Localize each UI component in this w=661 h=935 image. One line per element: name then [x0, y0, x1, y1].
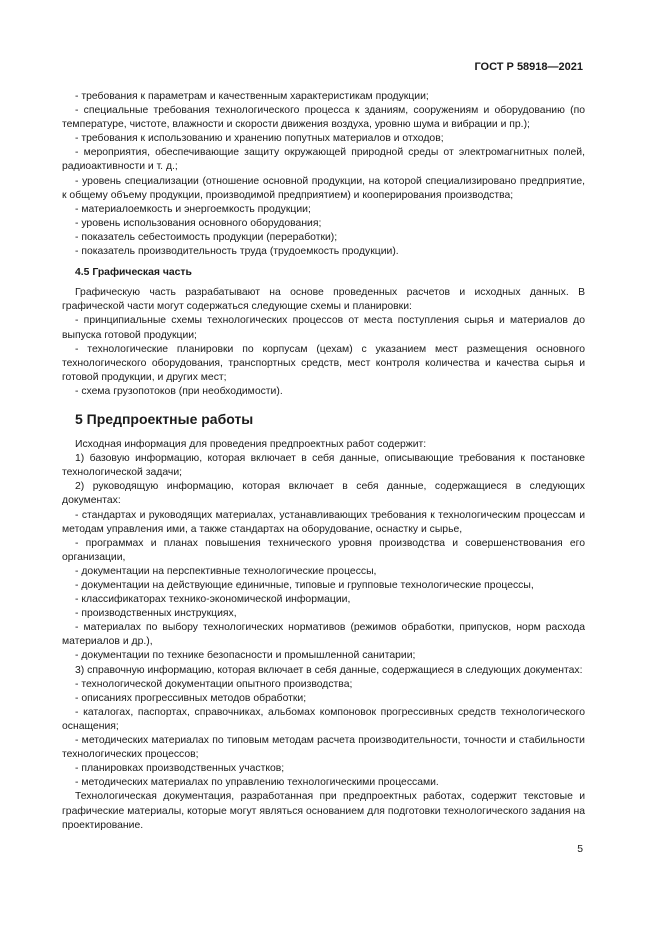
page-body	[62, 90, 585, 833]
paragraph: - показатель производительность труда (трудоемкость продукции).	[75, 246, 399, 258]
paragraph: Графическую часть разрабатывают на основе проведенных расчетов и исходных данных. В графической части могут содержаться следующие схемы и планировки:	[62, 287, 585, 313]
paragraph: - классификаторах технико-экономической информации,	[75, 594, 351, 606]
paragraph: - планировках производственных участков;	[75, 763, 285, 775]
paragraph: - стандартах и руководящих материалах, устанавливающих требования к технологическим процессам и методам управления ими, а также стандартах на оборудование, оснастку и сырье,	[62, 509, 585, 535]
paragraph: - специальные требования технологического процесса к зданиям, сооружениям и оборудованию (по температуре, чистоте, влажности и скорости движения воздуха, уровню шума и вибрации и пр.);	[62, 105, 585, 131]
paragraph: - показатель себестоимость продукции (переработки);	[75, 231, 338, 243]
paragraph: - схема грузопотоков (при необходимости).	[75, 385, 283, 397]
paragraph: - методических материалах по управлению технологическими процессами.	[75, 777, 439, 789]
paragraph: 1) базовую информацию, которая включает в себя данные, описывающие требования к постановке технологической задачи;	[62, 453, 585, 479]
paragraph: - методических материалах по типовым методам расчета производительности, точности и стабильности технологических процессов;	[62, 735, 585, 761]
section-heading: 5 Предпроектные работы	[75, 410, 254, 427]
paragraph: 3) справочную информацию, которая включает в себя данные, содержащиеся в следующих документах:	[75, 664, 583, 676]
paragraph: - программах и планах повышения технического уровня производства и совершенствования его организации,	[62, 537, 585, 563]
paragraph: - технологические планировки по корпусам (цехам) с указанием мест размещения основного технологического оборудования, транспортных средств, мест контроля количества и качества сырья и готовой продукции, и других мест;	[62, 343, 585, 383]
paragraph: 2) руководящую информацию, которая включает в себя данные, содержащиеся в следующих документах:	[62, 481, 585, 507]
paragraph: - описаниях прогрессивных методов обработки;	[75, 692, 307, 704]
paragraph: Исходная информация для проведения предпроектных работ содержит:	[75, 439, 427, 451]
paragraph: - документации на перспективные технологические процессы,	[75, 565, 377, 577]
paragraph: - принципиальные схемы технологических процессов от места поступления сырья и материалов до выпуска готовой продукции;	[62, 315, 585, 341]
paragraph: - уровень специализации (отношение основной продукции, на которой специализировано предприятие, к общему объему продукции, производимой предприятием) и кооперирования производства;	[62, 175, 585, 201]
paragraph: Технологическая документация, разработанная при предпроектных работах, содержит текстовые и графические материалы, которые могут являться основанием для подготовки технологического задания на проектирование.	[62, 791, 585, 831]
document-number: ГОСТ Р 58918—2021	[474, 61, 583, 73]
page-number: 5	[577, 844, 583, 855]
paragraph: - мероприятия, обеспечивающие защиту окружающей природной среды от электромагнитных полей, радиоактивности и т. д.;	[62, 147, 585, 173]
paragraph: - технологической документации опытного производства;	[75, 678, 353, 690]
paragraph: - материалоемкость и энергоемкость продукции;	[75, 203, 311, 215]
paragraph: - документации по технике безопасности и промышленной санитарии;	[75, 650, 416, 662]
paragraph: - требования к параметрам и качественным характеристикам продукции;	[75, 91, 429, 102]
paragraph: - уровень использования основного оборудования;	[75, 217, 322, 229]
section-heading: 4.5 Графическая часть	[75, 267, 192, 279]
paragraph: - документации на действующие единичные, типовые и групповые технологические процессы,	[75, 580, 534, 591]
paragraph: - производственных инструкциях,	[75, 608, 237, 620]
paragraph: - требования к использованию и хранению попутных материалов и отходов;	[75, 133, 444, 145]
paragraph: - материалах по выбору технологических нормативов (режимов обработки, припусков, норм расхода материалов и др.),	[62, 622, 585, 648]
paragraph: - каталогах, паспортах, справочниках, альбомах компоновок прогрессивных средств технологического оснащения;	[62, 706, 585, 732]
